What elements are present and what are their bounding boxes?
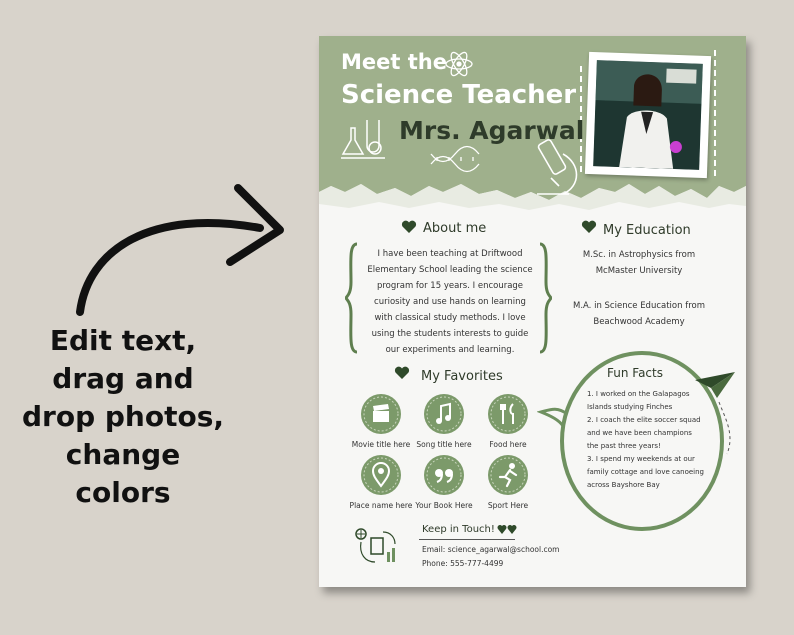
music-note-icon [424, 394, 464, 434]
education-title[interactable]: My Education [603, 223, 691, 238]
education-item[interactable]: M.Sc. in Astrophysics from McMaster University [582, 250, 696, 276]
left-brace-icon [345, 242, 359, 354]
favorite-label[interactable]: Your Book Here [415, 501, 473, 510]
promo-line: colors [75, 476, 171, 509]
favorite-label[interactable]: Food here [489, 440, 527, 449]
runner-icon [488, 455, 528, 495]
favorite-label[interactable]: Place name here [349, 501, 413, 510]
cutlery-icon [488, 394, 528, 434]
fun-fact-item[interactable]: 2. I coach the elite soccer squad and we have been champions the past three years! [587, 416, 701, 450]
fun-facts-title[interactable]: Fun Facts [607, 366, 663, 380]
favorite-food-badge[interactable] [488, 394, 528, 434]
communication-icon [353, 526, 401, 568]
favorite-movie-badge[interactable] [361, 394, 401, 434]
heart-icon [401, 220, 417, 234]
favorite-place-badge[interactable] [361, 455, 401, 495]
favorite-label[interactable]: Song title here [416, 440, 472, 449]
hearts-icon [497, 522, 519, 536]
teacher-sheet[interactable] [319, 36, 746, 587]
clapperboard-icon [361, 394, 401, 434]
promo-line: drop photos, [21, 400, 224, 433]
contact-phone[interactable]: Phone: 555-777-4499 [422, 559, 504, 568]
fun-fact-item[interactable]: 3. I spend my weekends at our family cottage and love canoeing across Bayshore Bay [587, 455, 705, 489]
curved-arrow-icon [60, 170, 300, 320]
promo-line: change [65, 438, 181, 471]
teacher-photo[interactable] [593, 60, 703, 170]
favorite-label[interactable]: Sport Here [487, 501, 529, 510]
paper-plane-icon [691, 362, 741, 472]
about-text[interactable]: I have been teaching at Driftwood Elementary School leading the science program for 15 years. I encourage curiosity and use hands on learning with classical study methods. I love using the students interests to guide our experiments and learning. [367, 249, 533, 355]
teacher-name[interactable]: Mrs. Agarwal [399, 116, 585, 145]
heart-icon [394, 366, 410, 380]
photo-frame[interactable] [585, 52, 711, 178]
favorite-song-badge[interactable] [424, 394, 464, 434]
fun-fact-item[interactable]: 1. I worked on the Galapagos Islands studying Finches [587, 390, 690, 411]
location-pin-icon [361, 455, 401, 495]
quote-icon [424, 455, 464, 495]
contact-email[interactable]: Email: science_agarwal@school.com [422, 545, 560, 554]
education-item[interactable]: M.A. in Science Education from Beachwood Academy [572, 301, 705, 327]
promo-text [18, 322, 228, 512]
favorites-title[interactable]: My Favorites [421, 369, 503, 384]
contact-divider [419, 539, 515, 540]
teacher-photo-placeholder-icon [593, 60, 703, 170]
right-brace-icon [538, 242, 552, 354]
favorite-book-badge[interactable] [424, 455, 464, 495]
promo-line: Edit text, [49, 324, 197, 357]
contact-title[interactable]: Keep in Touch! [422, 524, 495, 535]
about-title[interactable]: About me [423, 221, 487, 236]
fun-facts-list[interactable] [587, 388, 705, 492]
header-title[interactable]: Science Teacher [341, 80, 577, 110]
favorite-sport-badge[interactable] [488, 455, 528, 495]
heart-icon [581, 220, 597, 234]
header-meet-text[interactable]: Meet the [341, 50, 447, 74]
promo-line: drag and [52, 362, 194, 395]
favorite-label[interactable]: Movie title here [351, 440, 411, 449]
